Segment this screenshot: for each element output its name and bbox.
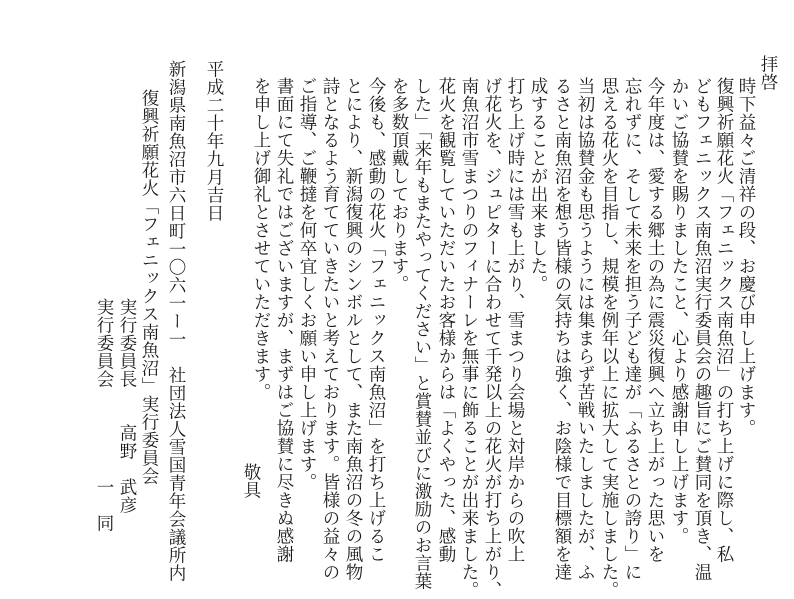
members: 実行委員会 一 同 (94, 298, 114, 532)
body-line-20: ご指導、ご鞭撻を何卒宜しくお願い申し上げます。 (297, 77, 317, 491)
body-line-10: 成することが出来ました。 (528, 77, 548, 293)
body-line-12: げ花火を、ジュピターに合わせて千発以上の花火が打ち上がり、 (482, 77, 502, 599)
body-line-2: 復興祈願花火「フェニックス南魚沼」の打ち上げに際し、私 (714, 77, 734, 563)
body-line-4: かいご協賛を賜りましたこと、心より感謝申し上げます。 (669, 77, 689, 545)
body-line-5: 今年度は、愛する郷土の為に震災復興へ立ち上がった思いを (645, 77, 665, 563)
body-line-6: 忘れずに、そして未来を担う子ども達が「ふるさとの誇り」に (622, 77, 642, 581)
body-line-21: 書面にて失礼ではございますが、まずはご協賛に尽きぬ感謝 (274, 77, 294, 563)
body-line-13: 南魚沼市雪まつりのフィナーレを無事に飾ることが出来ました。 (459, 77, 479, 599)
body-line-7: 思える花火を目指し、規模を例年以上に拡大して実施しました。 (599, 77, 619, 599)
body-line-8: 当初は協賛金も思うようには集まらず苦戦いたしましたが、ふ (575, 77, 595, 581)
body-line-11: 打ち上げ時には雪も上がり、雪まつり会場と対岸からの吹上 (505, 77, 525, 563)
address: 新潟県南魚沼市六日町一〇六一ー一 社団法人雪国青年会議所内 (166, 60, 186, 582)
body-line-15: した」「来年もまたやってください」と賞賛並びに激励のお言葉 (412, 77, 432, 591)
salutation: 拝啓 (758, 55, 778, 91)
date: 平成二十年九月吉日 (204, 60, 224, 222)
body-line-3: どもフェニックス南魚沼実行委員会の趣旨にご賛同を頂き、温 (692, 77, 712, 581)
body-line-19: 詩となるよう育てていきたいと考えております。皆様の益々の (320, 77, 340, 581)
body-line-1: 時下益々ご清祥の段、お慶び申し上げます。 (736, 77, 756, 437)
body-line-14: 花火を観覧していただいたお客様からは「よくやった、感動 (436, 77, 456, 563)
body-line-16: を多数頂戴しております。 (389, 77, 409, 293)
body-line-22: を申し上げ御礼とさせていただきます。 (251, 77, 271, 401)
closing: 敬具 (241, 463, 261, 499)
chairman: 実行委員長 高野 武彦 (117, 298, 137, 514)
body-line-9: るさと南魚沼を想う皆様の気持ちは強く、お陰様で目標額を達 (552, 77, 572, 581)
body-line-18: とにより、新潟復興のシンボルとして、また南魚沼の冬の風物 (343, 77, 363, 581)
committee-name: 復興祈願花火「フェニックス南魚沼」実行委員会 (139, 89, 159, 485)
body-line-17: 今後も、感動の花火「フェニックス南魚沼」を打ち上げるこ (366, 77, 386, 563)
